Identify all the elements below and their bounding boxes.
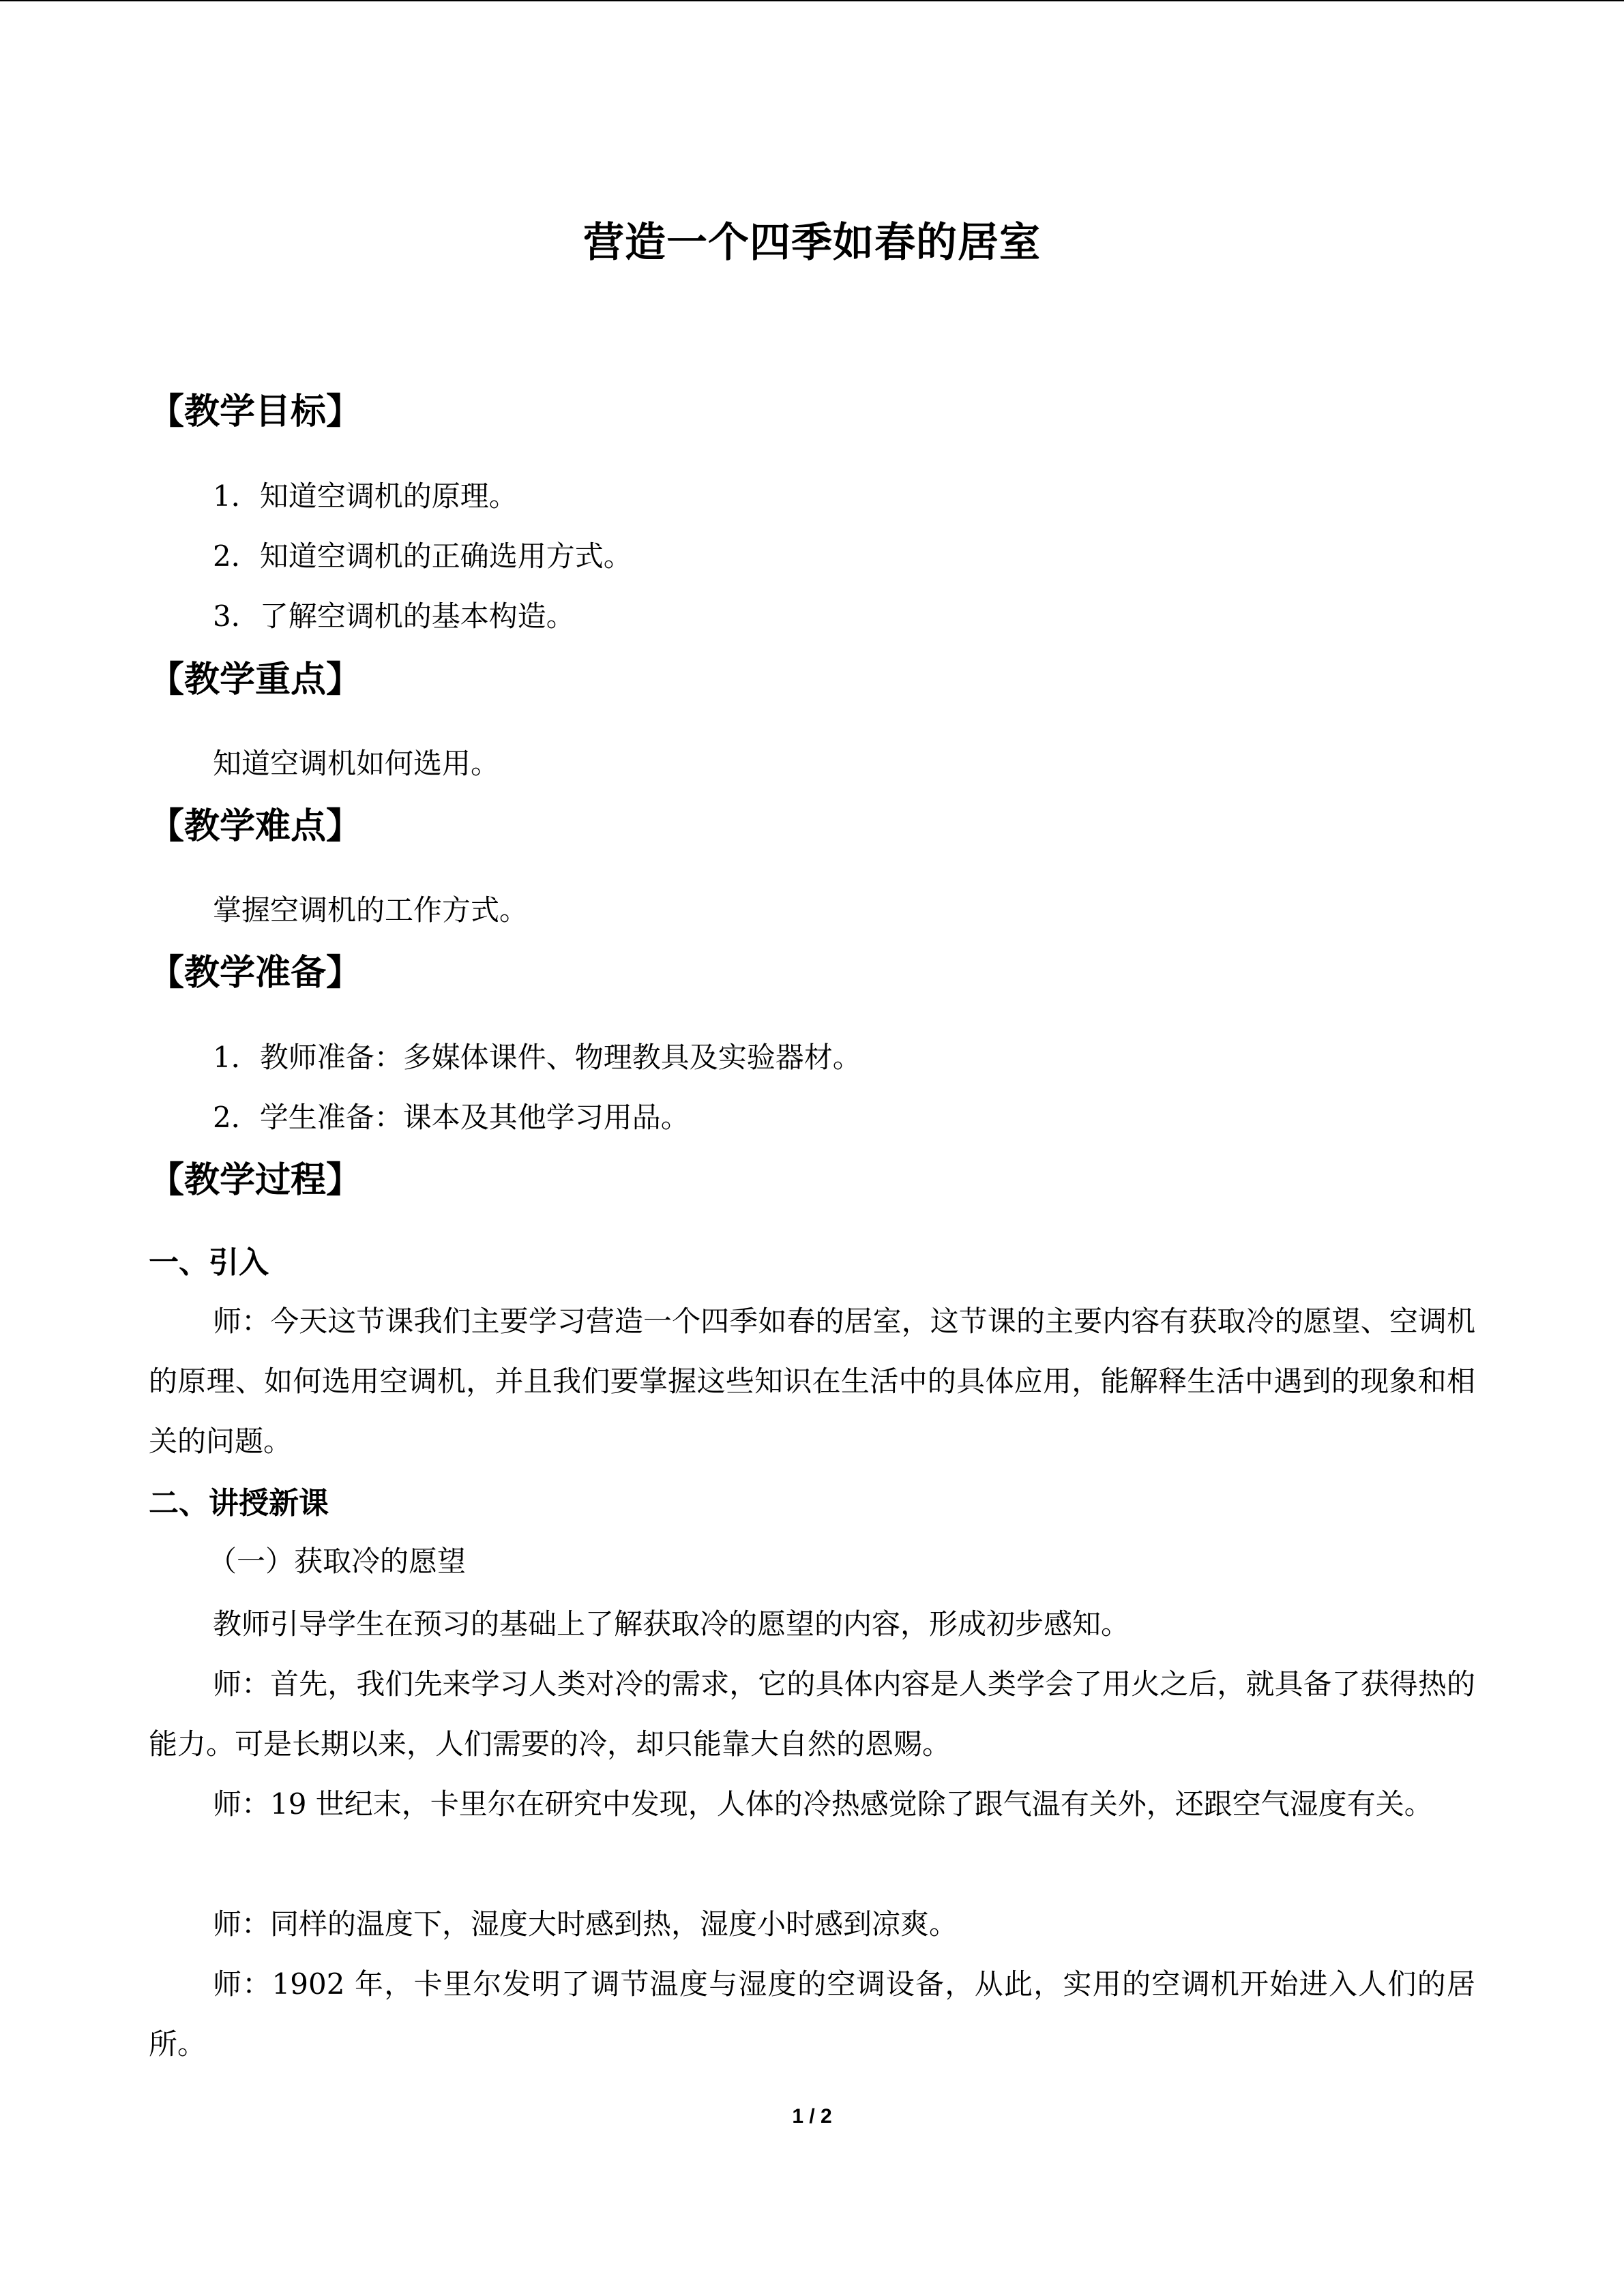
lesson-paragraph-1: 教师引导学生在预习的基础上了解获取冷的愿望的内容，形成初步感知。 xyxy=(213,1607,1130,1641)
preparation-item-2: 2．学生准备：课本及其他学习用品。 xyxy=(213,1101,690,1134)
objective-item-2: 2．知道空调机的正确选用方式。 xyxy=(213,539,632,573)
difficulties-heading: 【教学难点】 xyxy=(149,806,362,847)
lesson-paragraph-3: 师：19 世纪末，卡里尔在研究中发现，人体的冷热感觉除了跟气温有关外，还跟空气湿度有关。 xyxy=(213,1787,1433,1821)
intro-paragraph: 师：今天这节课我们主要学习营造一个四季如春的居室，这节课的主要内容有获取冷的愿望、空调机的原理、如何选用空调机，并且我们要掌握这些知识在生活中的具体应用，能解释生活中遇到的现象和相关的问题。 xyxy=(149,1304,1475,1458)
preparation-heading: 【教学准备】 xyxy=(149,953,362,994)
objectives-heading: 【教学目标】 xyxy=(149,391,362,432)
objective-item-1: 1．知道空调机的原理。 xyxy=(213,479,518,513)
lesson-paragraph-2: 师：首先，我们先来学习人类对冷的需求，它的具体内容是人类学会了用火之后，就具备了获得热的能力。可是长期以来，人们需要的冷，却只能靠大自然的恩赐。 xyxy=(149,1667,1475,1761)
preparation-item-1: 1．教师准备：多媒体课件、物理教具及实验器材。 xyxy=(213,1041,861,1074)
objective-item-3: 3．了解空调机的基本构造。 xyxy=(213,599,575,633)
lesson-paragraph-4: 师：同样的温度下，湿度大时感到热，湿度小时感到凉爽。 xyxy=(213,1907,958,1941)
lesson-paragraph-5: 师：1902 年，卡里尔发明了调节温度与湿度的空调设备，从此，实用的空调机开始进入人们的居所。 xyxy=(149,1967,1475,2061)
page-number: 1 / 2 xyxy=(792,2105,832,2128)
process-heading: 【教学过程】 xyxy=(149,1160,362,1201)
document-title: 营造一个四季如春的居室 xyxy=(583,219,1041,267)
new-lesson-heading: 二、讲授新课 xyxy=(149,1486,329,1521)
intro-heading: 一、引入 xyxy=(149,1245,269,1280)
new-lesson-subheading: （一）获取冷的愿望 xyxy=(208,1545,467,1578)
key-points-text: 知道空调机如何选用。 xyxy=(213,747,500,780)
difficulties-text: 掌握空调机的工作方式。 xyxy=(213,893,529,927)
key-points-heading: 【教学重点】 xyxy=(149,659,362,700)
